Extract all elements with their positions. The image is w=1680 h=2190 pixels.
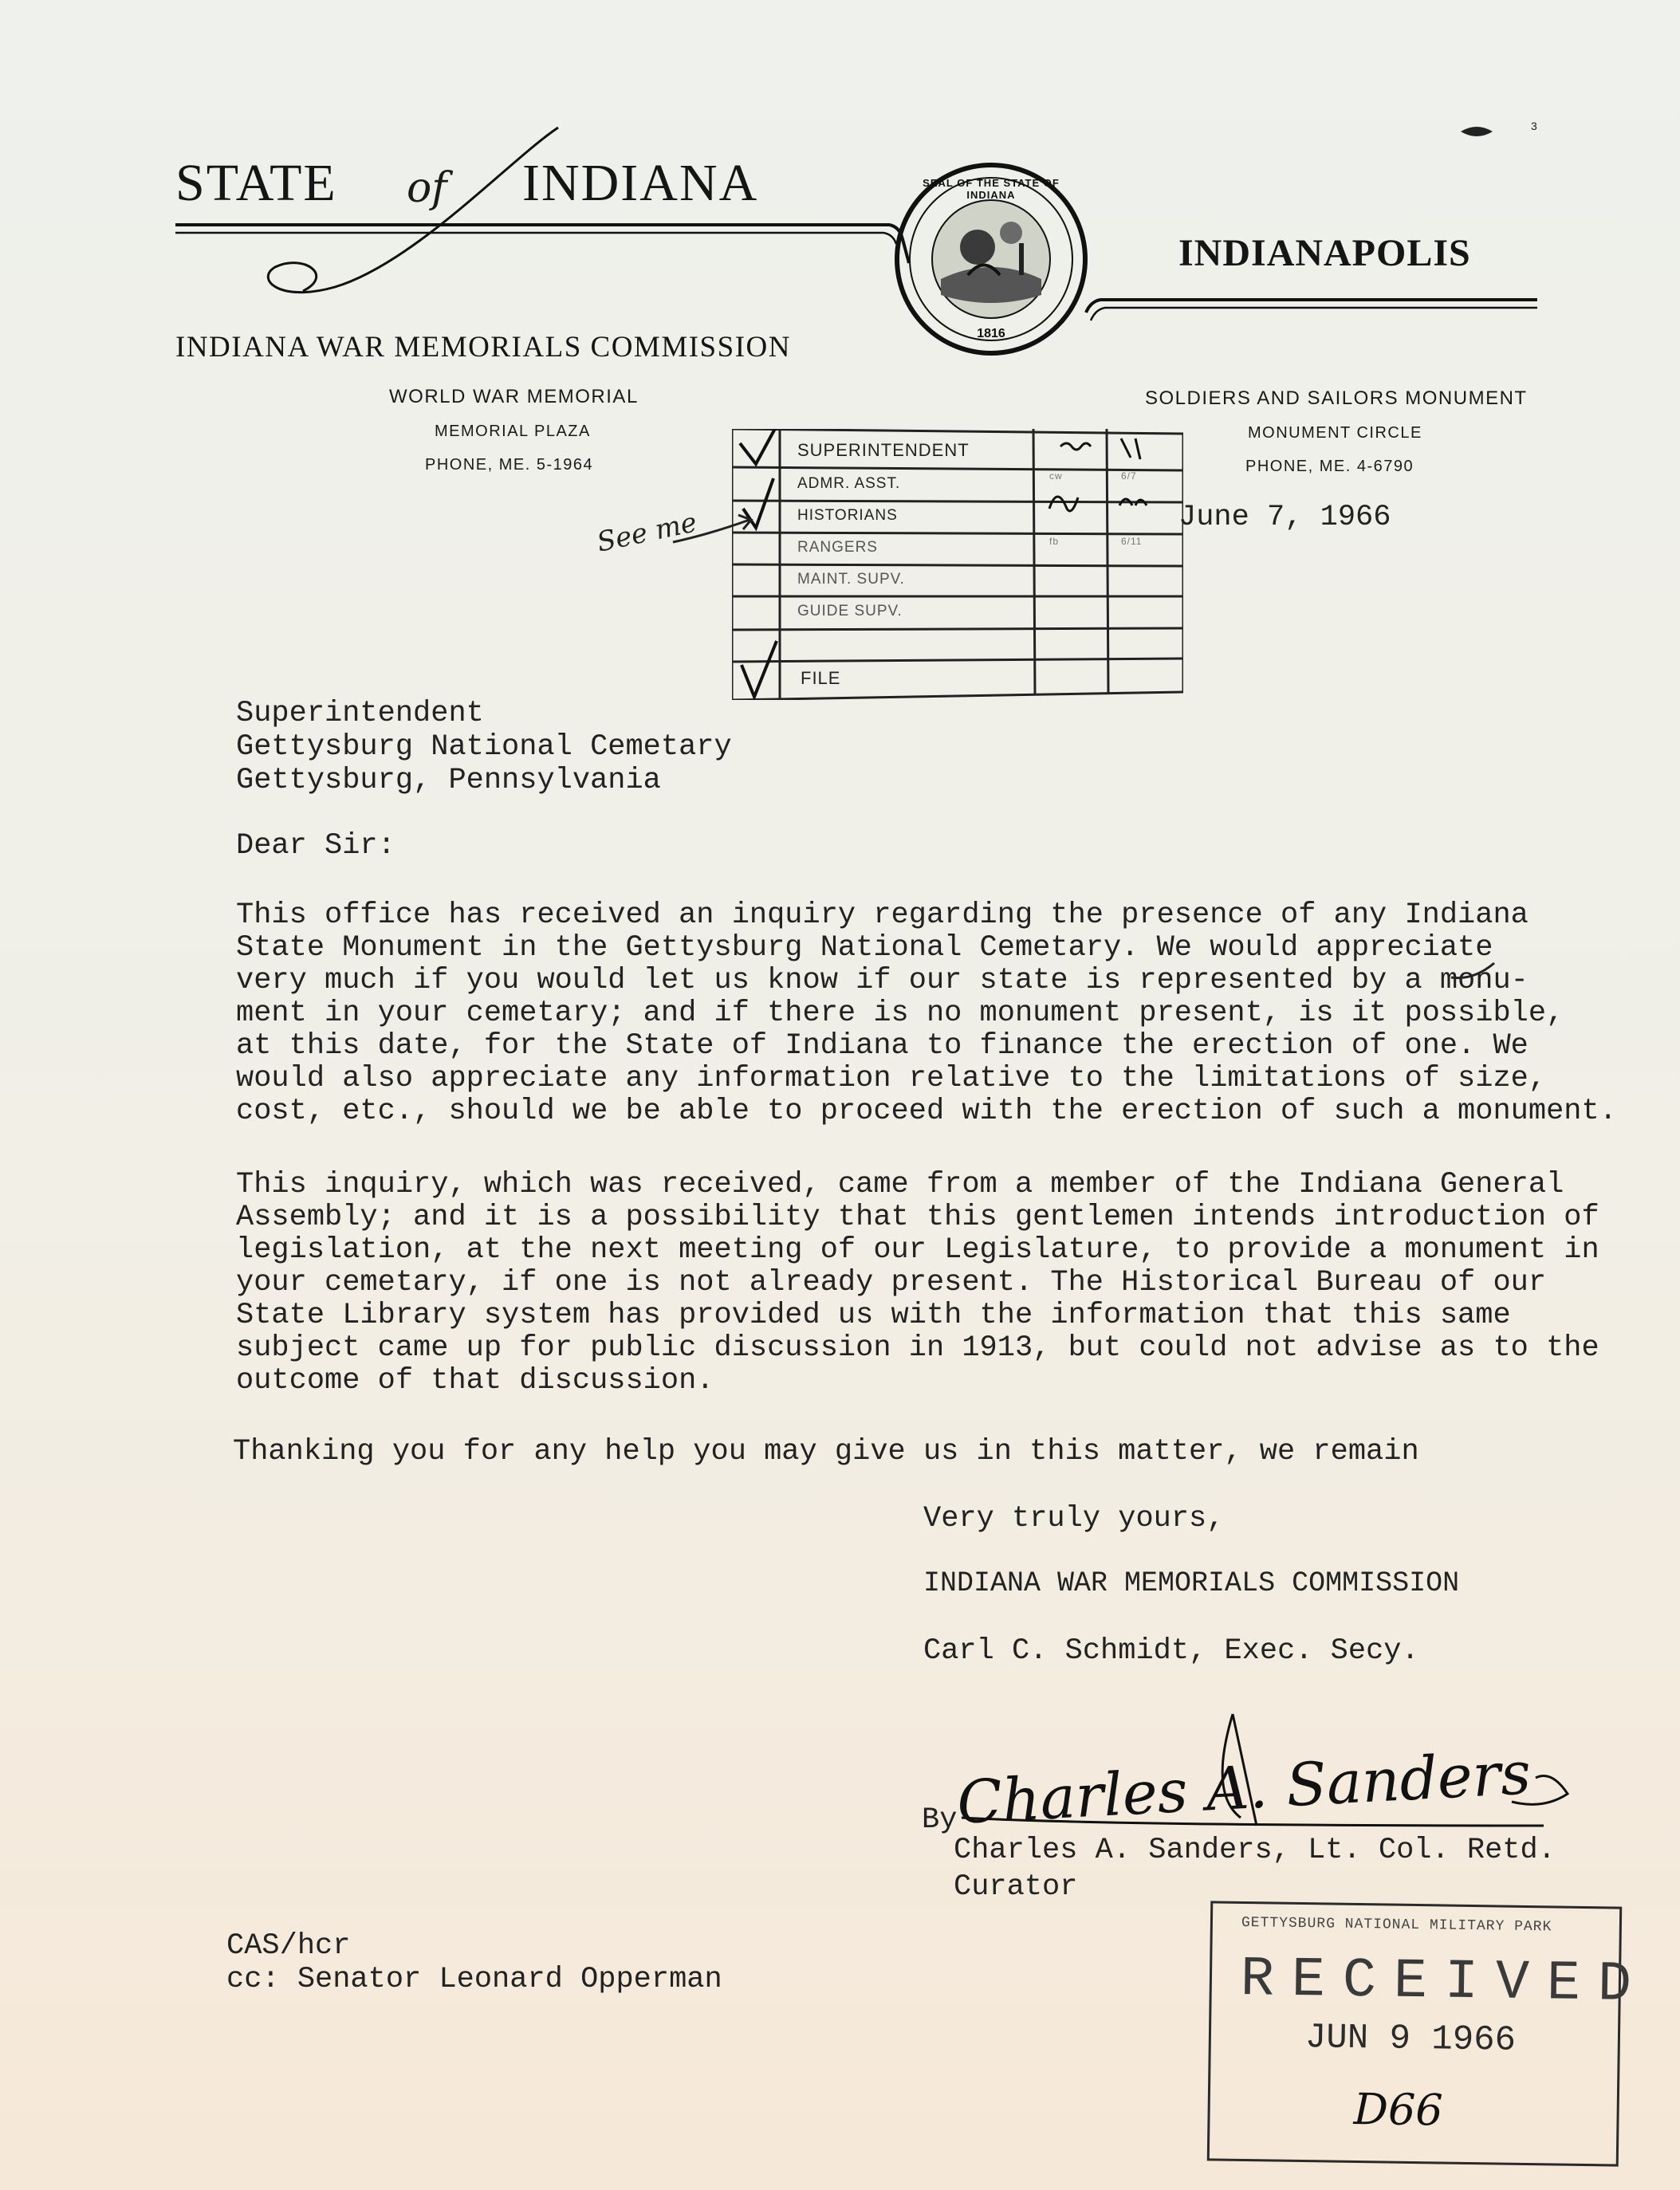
paragraph-line: This inquiry, which was received, came from a member of the Indiana General	[236, 1168, 1564, 1201]
right-address-line1: SOLDIERS AND SAILORS MONUMENT	[1145, 387, 1528, 409]
paragraph-line: outcome of that discussion.	[236, 1364, 714, 1398]
letterhead-indiana-word: INDIANA	[522, 154, 759, 212]
routing-row-file: FILE	[801, 668, 841, 688]
routing-row-admin-asst: ADMR. ASST.	[797, 475, 901, 492]
handwritten-signature: Charles A. Sanders	[955, 1739, 1532, 1838]
signer-line: Carl C. Schmidt, Exec. Secy.	[923, 1634, 1419, 1668]
paragraph-line: your cemetary, if one is not already present. The Historical Bureau of our	[236, 1266, 1547, 1299]
paragraph-line: cost, etc., should we be able to proceed with the erection of such a monument.	[236, 1095, 1617, 1128]
paragraph-line: at this date, for the State of Indiana to finance the erection of one. We	[236, 1029, 1529, 1063]
right-address-line2: MONUMENT CIRCLE	[1248, 424, 1422, 442]
letterhead-city: INDIANAPOLIS	[1178, 232, 1471, 274]
letter-date: June 7, 1966	[1178, 501, 1391, 534]
handwritten-arrow	[670, 510, 757, 558]
paragraph-line: ment in your cemetary; and if there is no monument present, is it possible,	[236, 997, 1564, 1030]
signature-flourish	[954, 1698, 1591, 1842]
paragraph-line: Assembly; and it is a possibility that this gentlemen intends introduction of	[236, 1201, 1599, 1234]
stamp-header: GETTYSBURG NATIONAL MILITARY PARK	[1241, 1914, 1552, 1936]
routing-date-row3: 6/11	[1121, 536, 1143, 547]
officer-line: Charles A. Sanders, Lt. Col. Retd.	[954, 1834, 1556, 1867]
paragraph-line: very much if you would let us know if our state is represented by a monu-	[236, 964, 1529, 997]
closing: Very truly yours,	[923, 1502, 1225, 1535]
by-label: By	[922, 1803, 958, 1837]
routing-row-guide-supv: GUIDE SUPV.	[797, 603, 903, 619]
received-stamp	[1207, 1901, 1650, 2166]
stamp-received: RECEIVED	[1240, 1948, 1650, 2018]
letterhead-state-word: STATE	[175, 154, 337, 212]
recipient-block	[236, 697, 732, 797]
routing-slip-stamp	[732, 429, 1183, 700]
state-seal-text: SEAL OF THE STATE OF INDIANA	[923, 177, 1060, 201]
letterhead-of-word: of	[407, 164, 447, 212]
routing-initials-row1: cw	[1049, 470, 1063, 482]
paragraph-line: legislation, at the next meeting of our Legislature, to provide a monument in	[236, 1233, 1599, 1267]
salutation: Dear Sir:	[236, 829, 395, 863]
typist-initials: CAS/hcr	[226, 1929, 351, 1963]
paragraph-line: State Library system has provided us with the information that this same	[236, 1299, 1511, 1332]
paragraph-3: Thanking you for any help you may give us in this matter, we remain	[233, 1435, 1419, 1469]
left-address-line1: WORLD WAR MEMORIAL	[389, 386, 639, 407]
routing-slip-grid	[732, 429, 1183, 700]
paragraph-1	[236, 898, 1617, 1128]
state-seal-year: 1816	[977, 327, 1005, 340]
paragraph-line: would also appreciate any information relative to the limitations of size,	[236, 1062, 1547, 1095]
stamp-date: JUN 9 1966	[1304, 2018, 1517, 2061]
recipient-line: Gettysburg, Pennsylvania	[236, 764, 661, 797]
routing-date-row1: 6/7	[1121, 470, 1137, 482]
recipient-line: Superintendent	[236, 697, 484, 730]
stamp-code: D66	[1353, 2083, 1444, 2136]
paragraph-line: subject came up for public discussion in 1913, but could not advise as to the	[236, 1331, 1599, 1365]
recipient-line: Gettysburg National Cemetary	[236, 730, 732, 764]
right-address-line3: PHONE, ME. 4-6790	[1245, 458, 1414, 475]
handwritten-note: See me	[594, 506, 700, 559]
closing-org: INDIANA WAR MEMORIALS COMMISSION	[923, 1567, 1460, 1599]
letterhead-commission: INDIANA WAR MEMORIALS COMMISSION	[175, 331, 791, 364]
left-address-line2: MEMORIAL PLAZA	[435, 423, 591, 440]
left-address-line3: PHONE, ME. 5-1964	[425, 456, 594, 474]
routing-row-rangers: RANGERS	[797, 539, 878, 556]
routing-row-maint-supv: MAINT. SUPV.	[797, 571, 905, 588]
corner-mark: 3	[1531, 120, 1537, 132]
paragraph-2	[236, 1169, 1607, 1398]
officer-title: Curator	[954, 1870, 1078, 1904]
paragraph-line: This office has received an inquiry regarding the presence of any Indiana	[236, 898, 1529, 932]
paragraph-line: State Monument in the Gettysburg National Cemetary. We would appreciate	[236, 931, 1493, 965]
margin-tick-mark	[1450, 957, 1497, 989]
cc-line: cc: Senator Leonard Opperman	[226, 1963, 722, 1996]
routing-row-superintendent: SUPERINTENDENT	[797, 440, 970, 460]
routing-row-historians: HISTORIANS	[797, 507, 898, 524]
routing-initials-row3: fb	[1049, 536, 1060, 547]
